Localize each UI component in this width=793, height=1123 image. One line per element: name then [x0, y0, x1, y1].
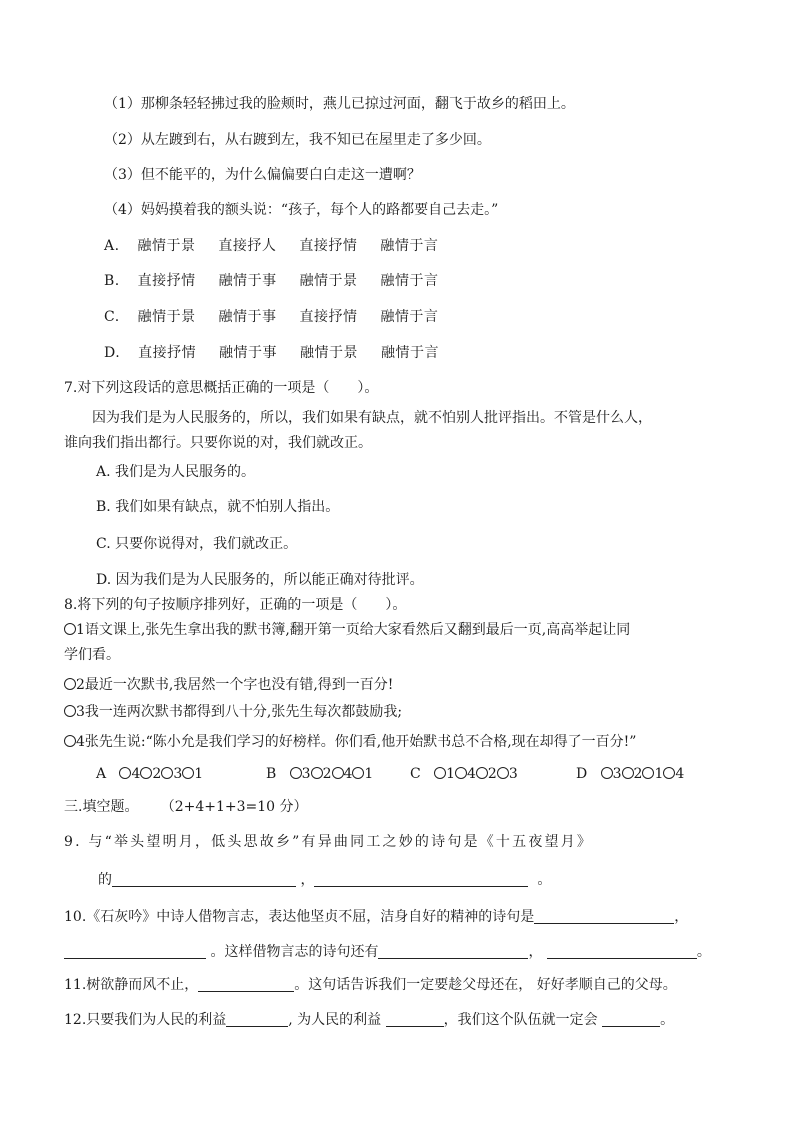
choice-number: 1 — [364, 766, 374, 782]
circle-icon — [476, 767, 488, 779]
choice-number: 1 — [654, 766, 664, 782]
option-item: 融情于言 — [380, 273, 439, 289]
q8-sentence-4-text: 4张先生说:“陈小允是我们学习的好榜样。你们看,他开始默书总不合格,现在却得了一百分!” — [76, 734, 637, 750]
q8-sentence-2 — [64, 675, 393, 695]
choice-number: 2 — [152, 766, 162, 782]
q11-blank[interactable] — [198, 977, 294, 992]
q10-blank-1[interactable] — [534, 909, 674, 924]
circle-icon — [311, 767, 323, 779]
circle-marker-icon — [64, 735, 76, 747]
circle-marker-icon — [64, 705, 76, 717]
q6-option-d — [104, 343, 439, 363]
choice-number: 2 — [487, 766, 497, 782]
q12-line — [64, 1010, 674, 1030]
q9-blank-1[interactable] — [112, 872, 296, 887]
choice-number: 3 — [612, 766, 622, 782]
q10-stem: 10.《石灰吟》中诗人借物言志，表达他坚贞不屈，洁身自好的精神的诗句是 — [64, 909, 535, 925]
option-letter: B. — [104, 273, 120, 289]
q12-end: 。 — [660, 1012, 675, 1028]
option-item: 直接抒情 — [138, 345, 197, 361]
q9-stem: 9. 与“举头望明月，低头思故乡”有异曲同工之妙的诗句是《十五夜望月》 — [64, 834, 594, 850]
choice-number: 2 — [322, 766, 332, 782]
q8-sentence-2-text: 2最近一次默书,我居然一个字也没有错,得到一百分! — [76, 677, 394, 693]
q8-sentence-1-cont: 学们看。 — [64, 647, 120, 663]
q8-sentence-4 — [64, 732, 636, 752]
q7-passage-line-1: 因为我们是为人民服务的，所以，我们如果有缺点，就不怕别人批评指出。不管是什么人， — [92, 410, 652, 426]
choice-number: 3 — [301, 766, 311, 782]
choice-letter: A — [96, 766, 107, 782]
choice-number: 4 — [131, 766, 141, 782]
section-score: （2+4+1+3=10 分） — [160, 799, 308, 815]
choice-number: 4 — [343, 766, 353, 782]
q10-line-2 — [64, 942, 711, 962]
circle-icon — [332, 767, 344, 779]
option-item: 融情于事 — [219, 345, 278, 361]
circle-icon — [352, 767, 364, 779]
q10-line-1 — [64, 907, 688, 927]
option-letter: A. — [104, 238, 120, 254]
q8-sentence-1 — [64, 620, 630, 640]
option-item: 融情于言 — [380, 345, 439, 361]
q10-end: 。 — [696, 944, 711, 960]
q9-answer-line — [98, 870, 551, 890]
q6-option-a — [104, 236, 438, 256]
q10-mid: 。这样借物言志的诗句还有 — [210, 944, 379, 960]
q6-sentence-3: （3）但不能平的，为什么偏偏要白白走这一遭啊？ — [104, 167, 421, 183]
q6-sentence-1: （1）那柳条轻轻拂过我的脸颊时，燕儿已掠过河面，翻飞于故乡的稻田上。 — [104, 96, 575, 112]
choice-number: 2 — [633, 766, 643, 782]
q12-blank-1[interactable] — [226, 1012, 288, 1027]
circle-icon — [601, 767, 613, 779]
q11-suffix: 。这句话告诉我们一定要趁父母还在， 好好孝顺自己的父母。 — [294, 977, 677, 993]
q12-blank-3[interactable] — [602, 1012, 660, 1027]
q7-option-d: D. 因为我们是为人民服务的，所以能正确对待批评。 — [96, 572, 424, 588]
circle-marker-icon — [64, 623, 76, 635]
q7-option-c: C. 只要你说得对，我们就改正。 — [96, 536, 298, 552]
option-item: 融情于言 — [380, 309, 439, 325]
q6-option-b — [104, 271, 439, 291]
q12-part-2: , 为人民的利益 — [288, 1012, 382, 1028]
circle-icon — [434, 767, 446, 779]
q8-sentence-3-text: 3我一连两次默书都得到八十分,张先生每次都鼓励我; — [76, 704, 403, 720]
q9-blank-2[interactable] — [314, 872, 528, 887]
choice-number: 4 — [675, 766, 685, 782]
option-item: 直接抒人 — [218, 238, 277, 254]
choice-number: 3 — [508, 766, 518, 782]
circle-icon — [161, 767, 173, 779]
option-item: 融情于景 — [137, 309, 196, 325]
circle-icon — [455, 767, 467, 779]
option-item: 融情于景 — [299, 273, 358, 289]
option-item: 直接抒情 — [299, 309, 358, 325]
q8-choice-c — [410, 764, 518, 784]
choice-letter: B — [266, 766, 277, 782]
q9-prefix: 的 — [98, 872, 112, 888]
choice-number: 1 — [194, 766, 204, 782]
circle-icon — [622, 767, 634, 779]
circle-icon — [663, 767, 675, 779]
q9-end: 。 — [537, 872, 552, 888]
q12-part-3: ，我们这个队伍就一定会 — [443, 1012, 598, 1028]
q11-line — [64, 975, 677, 995]
q8-choice-d — [576, 764, 684, 784]
option-item: 直接抒情 — [299, 238, 358, 254]
circle-icon — [497, 767, 509, 779]
circle-marker-icon — [64, 678, 76, 690]
q7-passage-line-2: 谁向我们指出都行。只要你说的对，我们就改正。 — [64, 435, 372, 451]
q9-comma: ， — [300, 872, 315, 888]
q10-blank-2[interactable] — [64, 944, 206, 959]
circle-icon — [642, 767, 654, 779]
option-item: 融情于景 — [300, 345, 358, 361]
choice-number: 4 — [467, 766, 476, 782]
choice-letter: C — [410, 766, 421, 782]
section-title — [64, 797, 308, 817]
q6-sentence-4: （4）妈妈摸着我的额头说：“孩子，每个人的路都要自己去走。” — [104, 202, 499, 218]
q8-sentence-1-text: 1语文课上,张先生拿出我的默书簿,翻开第一页给大家看然后又翻到最后一页,高高举起让同 — [76, 622, 631, 638]
option-item: 直接抒情 — [137, 273, 196, 289]
option-item: 融情于言 — [380, 238, 439, 254]
q8-choice-a — [96, 764, 203, 784]
q12-part-1: 12.只要我们为人民的利益 — [64, 1012, 227, 1028]
q12-blank-2[interactable] — [386, 1012, 444, 1027]
option-item: 融情于事 — [218, 273, 277, 289]
q8-sentence-3 — [64, 702, 402, 722]
q11-prefix: 11.树欲静而风不止， — [64, 977, 199, 993]
q10-comma-1: ， — [674, 909, 689, 925]
q7-option-a: A. 我们是为人民服务的。 — [96, 464, 256, 480]
option-letter: C. — [104, 309, 120, 325]
section-title-text: 三.填空题。 — [64, 799, 139, 815]
q6-sentence-2: （2）从左踱到右，从右踱到左，我不知已在屋里走了多少回。 — [104, 132, 491, 148]
q10-comma-2: ， — [528, 944, 543, 960]
q8-choice-b — [266, 764, 373, 784]
circle-icon — [290, 767, 302, 779]
q7-stem: 7.对下列这段话的意思概括正确的一项是（ ）。 — [64, 380, 379, 396]
q6-option-c — [104, 307, 438, 327]
choice-number: 1 — [446, 766, 455, 782]
q10-blank-3[interactable] — [378, 944, 528, 959]
choice-letter: D — [576, 766, 588, 782]
circle-icon — [119, 767, 131, 779]
choice-number: 3 — [173, 766, 183, 782]
q7-option-b: B. 我们如果有缺点，就不怕别人指出。 — [96, 499, 340, 515]
circle-icon — [182, 767, 194, 779]
q10-blank-4[interactable] — [547, 944, 697, 959]
option-letter: D. — [104, 345, 121, 361]
option-item: 融情于景 — [137, 238, 196, 254]
option-item: 融情于事 — [218, 309, 277, 325]
circle-icon — [140, 767, 152, 779]
q8-stem: 8.将下列的句子按顺序排列好，正确的一项是（ ）。 — [64, 597, 407, 613]
